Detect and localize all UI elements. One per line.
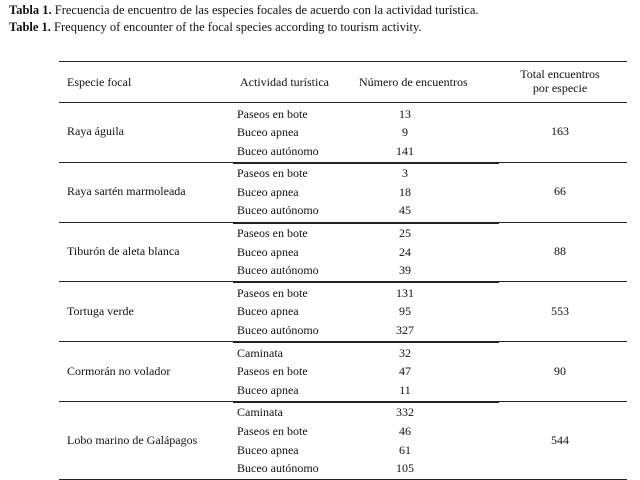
group-rows bbox=[237, 224, 487, 280]
row-count: 61 bbox=[399, 442, 411, 457]
row-activity: Caminata bbox=[237, 405, 283, 420]
table-row bbox=[237, 459, 487, 478]
table-row bbox=[237, 381, 487, 400]
table-group bbox=[59, 163, 627, 223]
header-total-line2: por especie bbox=[532, 81, 588, 95]
caption-english-label: Table 1. bbox=[9, 20, 51, 34]
group-species: Cormorán no volador bbox=[67, 363, 171, 378]
table-row bbox=[237, 183, 487, 202]
row-count: 327 bbox=[396, 323, 414, 338]
group-total: 90 bbox=[554, 363, 566, 378]
group-species: Tortuga verde bbox=[67, 303, 134, 318]
row-count: 131 bbox=[396, 285, 414, 300]
table-group bbox=[59, 103, 627, 163]
header-total-line1: Total encuentros bbox=[520, 67, 600, 81]
caption-spanish-label: Tabla 1. bbox=[9, 3, 52, 17]
table-body bbox=[59, 103, 627, 479]
row-count: 332 bbox=[396, 405, 414, 420]
table-row bbox=[237, 261, 487, 280]
table-row bbox=[237, 105, 487, 124]
header-total bbox=[497, 67, 623, 95]
row-count: 45 bbox=[399, 203, 411, 218]
row-activity: Paseos en bote bbox=[237, 166, 308, 181]
row-count: 13 bbox=[399, 106, 411, 121]
row-count: 47 bbox=[399, 364, 411, 379]
row-count: 9 bbox=[402, 125, 408, 140]
table-group bbox=[59, 282, 627, 342]
table-row bbox=[237, 284, 487, 303]
table-row bbox=[237, 422, 487, 441]
table-row bbox=[237, 243, 487, 262]
group-rows bbox=[237, 403, 487, 477]
row-count: 39 bbox=[399, 263, 411, 278]
row-count: 105 bbox=[396, 461, 414, 476]
group-rows bbox=[237, 164, 487, 220]
row-count: 32 bbox=[399, 345, 411, 360]
group-total: 163 bbox=[551, 124, 569, 139]
row-activity: Buceo apnea bbox=[237, 382, 299, 397]
row-count: 46 bbox=[399, 424, 411, 439]
caption-spanish-text: Frecuencia de encuentro de las especies focales de acuerdo con la actividad turística. bbox=[51, 3, 479, 17]
row-activity: Buceo autónomo bbox=[237, 143, 319, 158]
table-group bbox=[59, 223, 627, 283]
row-activity: Paseos en bote bbox=[237, 226, 308, 241]
row-activity: Buceo apnea bbox=[237, 184, 299, 199]
caption-english-text: Frequency of encounter of the focal species according to tourism activity. bbox=[50, 20, 422, 34]
row-count: 24 bbox=[399, 244, 411, 259]
table-row bbox=[237, 321, 487, 340]
row-count: 141 bbox=[396, 143, 414, 158]
row-activity: Paseos en bote bbox=[237, 106, 308, 121]
header-count: Número de encuentros bbox=[359, 75, 468, 89]
row-count: 25 bbox=[399, 226, 411, 241]
row-count: 95 bbox=[399, 304, 411, 319]
row-activity: Paseos en bote bbox=[237, 424, 308, 439]
row-activity: Caminata bbox=[237, 345, 283, 360]
header-activity: Actividad turística bbox=[240, 75, 329, 89]
row-count: 18 bbox=[399, 184, 411, 199]
table-group bbox=[59, 402, 627, 479]
table-group bbox=[59, 342, 627, 402]
table-row bbox=[237, 123, 487, 142]
group-species: Raya sartén marmoleada bbox=[67, 184, 186, 199]
table-row bbox=[237, 224, 487, 243]
group-rows bbox=[237, 284, 487, 340]
caption-spanish bbox=[9, 3, 479, 18]
row-activity: Paseos en bote bbox=[237, 364, 308, 379]
table-row bbox=[237, 201, 487, 220]
row-activity: Buceo autónomo bbox=[237, 323, 319, 338]
header-species: Especie focal bbox=[67, 75, 132, 89]
group-total: 544 bbox=[551, 432, 569, 447]
caption-english bbox=[9, 20, 422, 35]
table-header bbox=[59, 62, 627, 103]
group-total: 66 bbox=[554, 184, 566, 199]
row-count: 11 bbox=[399, 382, 411, 397]
table-row bbox=[237, 142, 487, 161]
table-row bbox=[237, 441, 487, 460]
row-activity: Buceo apnea bbox=[237, 304, 299, 319]
table-row bbox=[237, 344, 487, 363]
row-activity: Buceo apnea bbox=[237, 442, 299, 457]
row-count: 3 bbox=[402, 166, 408, 181]
table-row bbox=[237, 164, 487, 183]
group-total: 88 bbox=[554, 243, 566, 258]
row-activity: Buceo apnea bbox=[237, 125, 299, 140]
encounter-table bbox=[59, 61, 627, 480]
group-rows bbox=[237, 344, 487, 400]
row-activity: Buceo autónomo bbox=[237, 461, 319, 476]
table-row bbox=[237, 362, 487, 381]
group-species: Lobo marino de Galápagos bbox=[67, 432, 198, 447]
group-species: Raya águila bbox=[67, 124, 124, 139]
group-rows bbox=[237, 105, 487, 161]
row-activity: Buceo apnea bbox=[237, 244, 299, 259]
row-activity: Buceo autónomo bbox=[237, 263, 319, 278]
table-row bbox=[237, 302, 487, 321]
row-activity: Buceo autónomo bbox=[237, 203, 319, 218]
row-activity: Paseos en bote bbox=[237, 285, 308, 300]
table-row bbox=[237, 403, 487, 422]
group-species: Tiburón de aleta blanca bbox=[67, 243, 180, 258]
group-total: 553 bbox=[551, 303, 569, 318]
